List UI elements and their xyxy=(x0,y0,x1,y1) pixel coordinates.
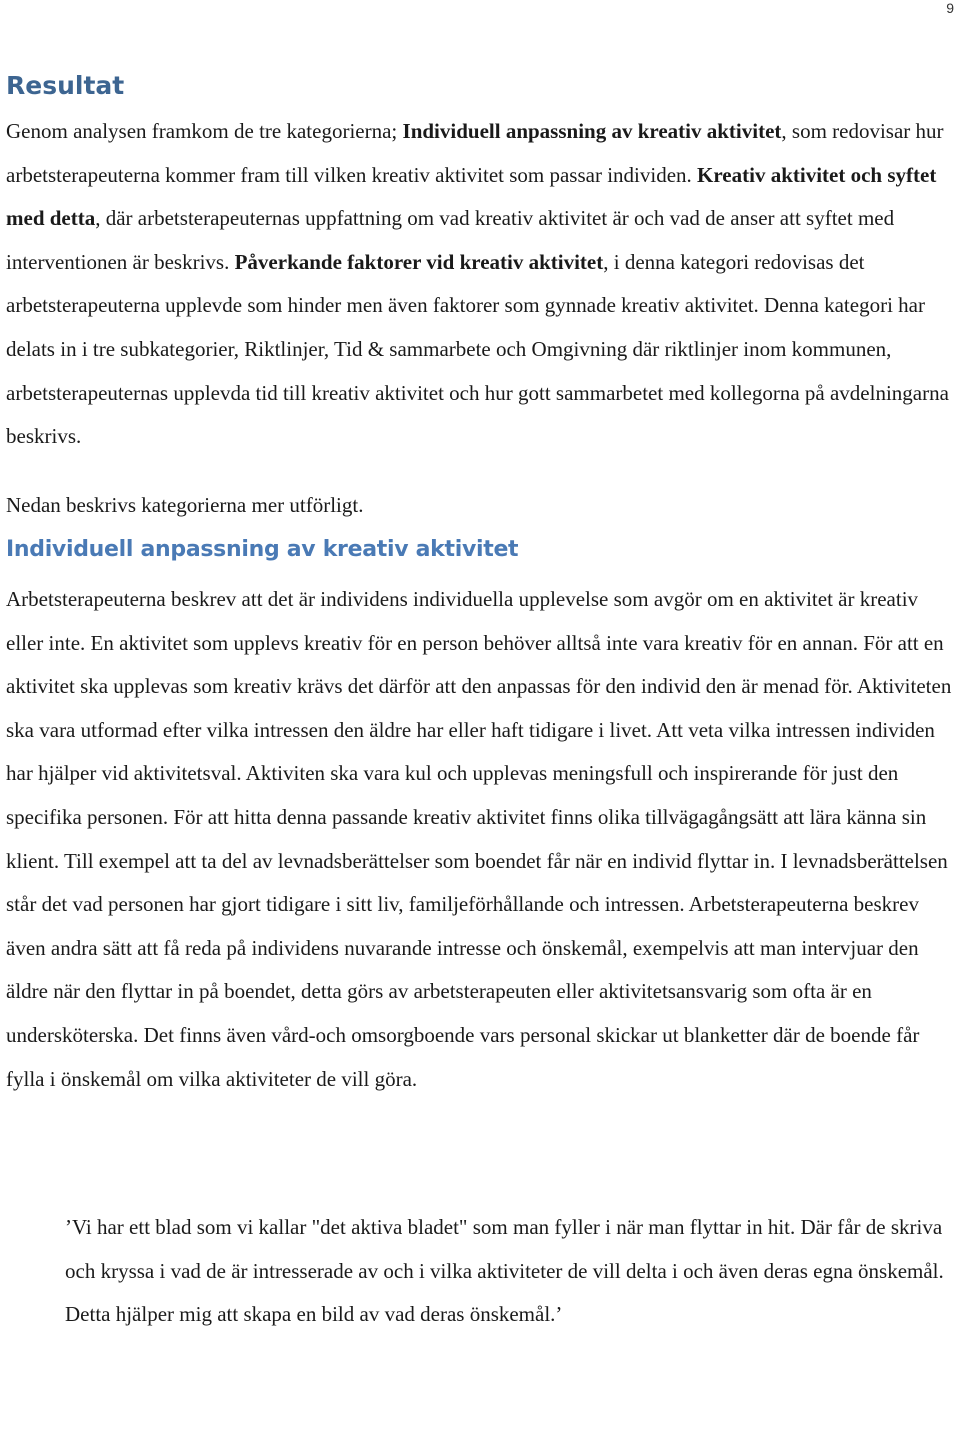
below-paragraph: Nedan beskrivs kategorierna mer utförligt. xyxy=(6,493,364,517)
page-number: 9 xyxy=(946,0,954,16)
intro-paragraph xyxy=(6,110,956,484)
intro-text-2: , som redovisar hur arbetsterapeuterna kommer fram till vilken kreativ aktivitet som passar individen. xyxy=(6,119,944,187)
document-page xyxy=(6,64,956,1337)
category-individual-bold: Individuell anpassning av kreativ aktivitet xyxy=(402,119,782,143)
section-heading-resultat: Resultat xyxy=(6,71,125,100)
subsection-heading-individual: Individuell anpassning av kreativ aktivitet xyxy=(6,537,519,562)
intro-text-1: Genom analysen framkom de tre kategorierna; xyxy=(6,119,403,143)
individual-paragraph: Arbetsterapeuterna beskrev att det är individens individuella upplevelse som avgör om en aktivitet är kreativ eller inte. En aktivitet som upplevs kreativ för en person behöver alltså inte vara kreativ för en annan. För att en aktivitet ska upplevas som kreativ krävs det därför att den anpassas för den individ den är menad för. Aktiviteten ska vara utformad efter vilka intressen den äldre har eller haft tidigare i livet. Att veta vilka intressen individen har hjälper vid aktivitetsval. Aktiviten ska vara kul och upplevas meningsfull och inspirerande för just den specifika personen. För att hitta denna passande kreativ aktivitet finns olika tillvägagångsätt att lära känna sin klient. Till exempel att ta del av levnadsberättelser som boendet får när en individ flyttar in. I levnadsberättelsen står det vad personen har gjort tidigare i sitt liv, familjeförhållande och intressen. Arbetsterapeuterna beskrev även andra sätt att få reda på individens nuvarande intresse och önskemål, exempelvis att man intervjuar den äldre när den flyttar in på boendet, detta görs av arbetsterapeuten eller aktivitetsansvarig som ofta är en undersköterska. Det finns även vård-och omsorgboende vars personal skickar ut blanketter där de boende får fylla i önskemål om vilka aktiviteter de vill göra. xyxy=(6,587,952,1091)
category-influencing-factors-bold: Påverkande faktorer vid kreativ aktivitet xyxy=(234,249,604,274)
interview-quote: ’Vi har ett blad som vi kallar "det aktiva bladet" som man fyller i när man flyttar in hit. Där får de skriva och kryssa i vad de är intresserade av och i vilka aktiviteter de vill delta i och även deras egna önskemål. Detta hjälper mig att skapa en bild av vad deras önskemål.’ xyxy=(65,1215,944,1327)
intro-text-4: , i denna kategori redovisas det arbetsterapeuterna upplevde som hinder men även faktorer som gynnade kreativ aktivitet. Denna kategori har delats in i tre subkategorier, Riktlinjer, Tid & sammarbete och Omgivning där riktlinjer inom kommunen, arbetsterapeuternas upplevda tid till kreativ aktivitet och hur gott sammarbetet med kollegorna på avdelningarna beskrivs. xyxy=(6,249,949,449)
category-creative-purpose-bold: Kreativ aktivitet och syftet med detta xyxy=(6,162,937,231)
intro-text-3: , där arbetsterapeuternas uppfattning om vad kreativ aktivitet är och vad de anser att syftet med interventionen är beskrivs. xyxy=(6,206,895,274)
